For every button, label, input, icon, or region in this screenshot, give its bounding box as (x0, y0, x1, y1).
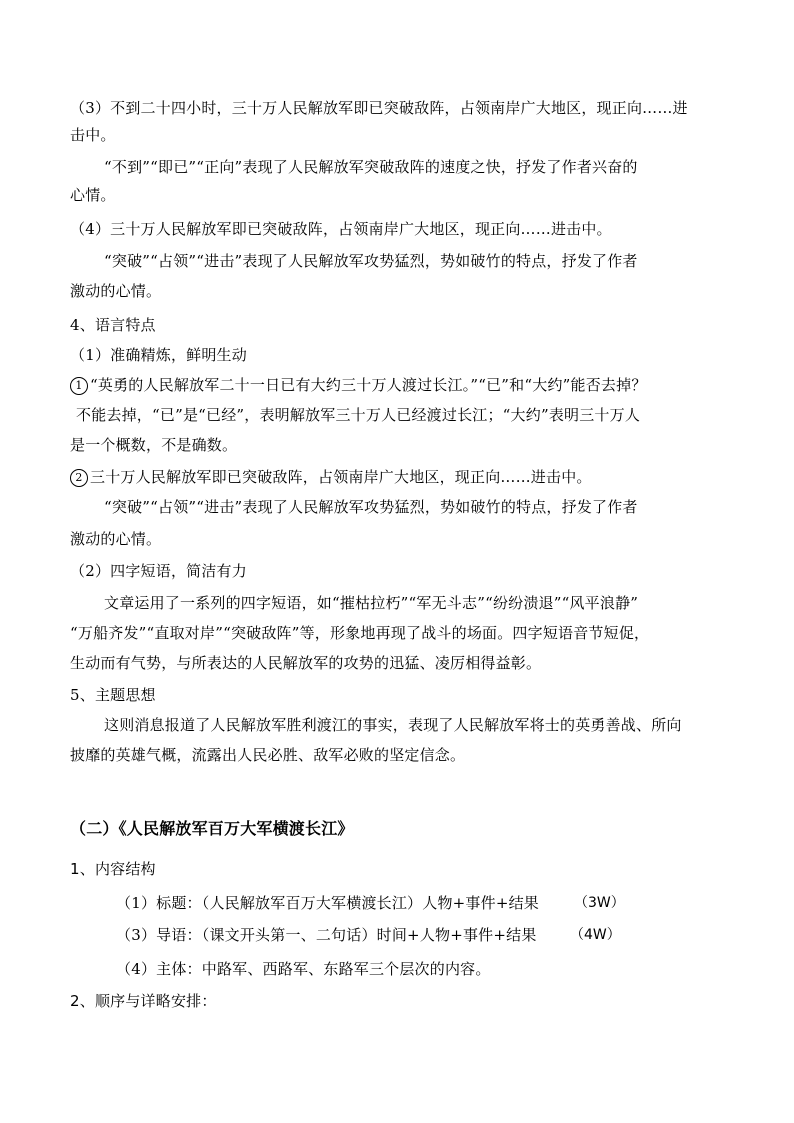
item4-text: （4）三十万人民解放军即已突破敌阵，占领南岸广大地区，现正向……进击中。 (70, 220, 612, 238)
sub1-heading: （1）准确精炼，鲜明生动 (70, 346, 247, 364)
structure-item3: （3）导语：（课文开头第一、二句话）时间+人物+事件+结果 (116, 926, 537, 944)
content-structure-heading: 1、内容结构 (70, 860, 156, 878)
part2-heading: （二）《人民解放军百万大军横渡长江》 (70, 819, 354, 838)
item4-comment: “突破”“占领”“进击”表现了人民解放军攻势猛烈，势如破竹的特点，抒发了作者 (104, 252, 638, 270)
circled-number-1: 1 (70, 377, 88, 395)
example1-line1-text: “英勇的人民解放军二十一日已有大约三十万人渡过长江。”“已”和“大约”能否去掉？ (90, 376, 647, 394)
sub2-line1: 文章运用了一系列的四字短语，如“摧枯拉朽”“军无斗志”“纷纷溃退”“风平浪静” (104, 594, 639, 612)
structure-item1: （1）标题：（人民解放军百万大军横渡长江）人物+事件+结果 (116, 894, 539, 912)
sub2-line2: “万船齐发”“直取对岸”“突破敌阵”等，形象地再现了战斗的场面。四字短语音节短促， (70, 624, 650, 642)
structure-item4: （4）主体：中路军、西路军、东路军三个层次的内容。 (116, 960, 491, 978)
structure-item1-tag: （3W） (574, 895, 625, 911)
order-heading: 2、顺序与详略安排： (70, 992, 217, 1010)
example2-line1-text: 三十万人民解放军即已突破敌阵，占领南岸广大地区，现正向……进击中。 (90, 468, 592, 486)
section5-heading: 5、主题思想 (70, 686, 156, 704)
sub2-heading: （2）四字短语，简洁有力 (70, 562, 247, 580)
section5-line2: 披靡的英雄气概，流露出人民必胜、敌军必败的坚定信念。 (70, 746, 466, 764)
sub2-line3: 生动而有气势，与所表达的人民解放军的攻势的迅猛、凌厉相得益彰。 (70, 654, 542, 672)
structure-item3-tag: （4W） (570, 927, 621, 943)
example1-line3: 是一个概数，不是确数。 (70, 436, 238, 454)
example1-line2: 不能去掉，“已”是“已经”，表明解放军三十万人已经渡过长江；“大约”表明三十万人 (76, 406, 641, 424)
example2-comment-cont: 激动的心情。 (70, 530, 162, 548)
example2-line1 (70, 466, 592, 488)
item3-text-cont: 击中。 (70, 126, 116, 144)
item3-text: （3）不到二十四小时，三十万人民解放军即已突破敌阵，占领南岸广大地区，现正向……进 (70, 99, 688, 117)
item3-comment-cont: 心情。 (70, 186, 116, 204)
example1-line1 (70, 374, 647, 396)
section5-line1: 这则消息报道了人民解放军胜利渡江的事实，表现了人民解放军将士的英勇善战、所向 (104, 716, 682, 734)
item4-comment-cont: 激动的心情。 (70, 282, 162, 300)
item3-comment: “不到”“即已”“正向”表现了人民解放军突破敌阵的速度之快，抒发了作者兴奋的 (104, 158, 638, 176)
section4-heading: 4、语言特点 (70, 316, 156, 334)
circled-number-2: 2 (70, 469, 88, 487)
example2-comment: “突破”“占领”“进击”表现了人民解放军攻势猛烈，势如破竹的特点，抒发了作者 (104, 498, 638, 516)
